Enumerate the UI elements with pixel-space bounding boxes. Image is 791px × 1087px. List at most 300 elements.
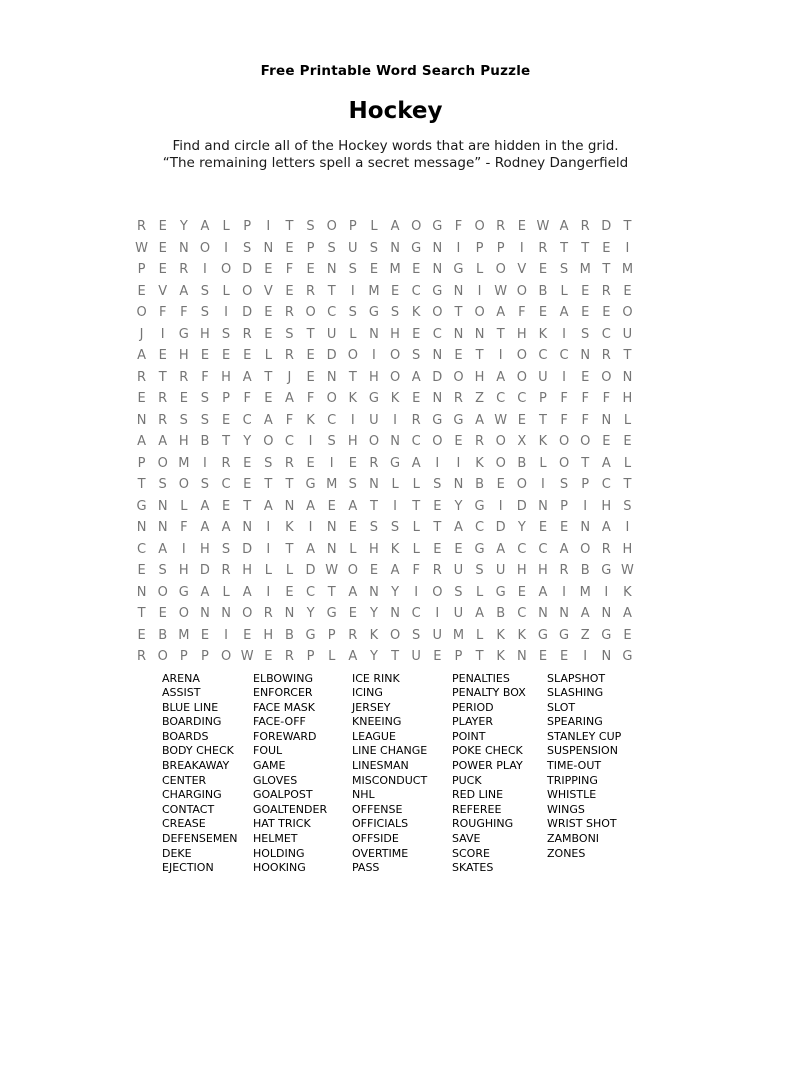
grid-letter: I (625, 240, 630, 256)
grid-row (131, 603, 638, 625)
grid-letter: L (349, 541, 357, 557)
grid-letter: E (602, 434, 611, 449)
grid-row (131, 302, 638, 324)
grid-letter: L (412, 541, 420, 557)
grid-letter: I (498, 498, 503, 514)
grid-letter: R (221, 563, 231, 578)
grid-row (131, 560, 638, 582)
grid-letter: K (496, 649, 505, 664)
grid-letter: A (158, 434, 168, 449)
grid-letter: M (579, 262, 591, 277)
grid-letter: T (475, 348, 484, 363)
grid-letter: A (263, 498, 273, 514)
grid-letter: N (284, 606, 295, 621)
grid-letter: R (559, 563, 569, 578)
grid-letter: C (221, 477, 231, 492)
grid-letter: U (369, 412, 379, 428)
grid-letter: T (581, 240, 590, 256)
grid-letter: D (601, 219, 612, 234)
grid-letter: I (477, 283, 482, 299)
grid-letter: E (306, 348, 315, 363)
grid-letter: K (390, 391, 400, 406)
grid-letter: E (454, 541, 463, 557)
grid-letter: O (305, 305, 316, 320)
site-title: Free Printable Word Search Puzzle (260, 63, 531, 79)
grid-letter: P (496, 240, 505, 256)
grid-letter: I (583, 649, 588, 664)
grid-letter: F (602, 391, 611, 406)
puzzle-title: Hockey (348, 98, 443, 124)
grid-letter: I (266, 541, 271, 557)
grid-letter: G (368, 305, 379, 320)
word-item: CONTACT (162, 802, 215, 816)
grid-row (131, 410, 638, 432)
grid-letter: T (623, 477, 632, 492)
grid-letter: L (623, 412, 632, 428)
word-item: RED LINE (452, 788, 504, 802)
grid-letter: R (221, 455, 231, 471)
grid-letter: L (222, 584, 230, 600)
grid-letter: A (242, 584, 252, 600)
grid-letter: A (242, 369, 252, 385)
grid-row (131, 259, 638, 281)
grid-letter: M (621, 262, 634, 277)
grid-letter: N (559, 606, 569, 621)
grid-letter: E (412, 262, 421, 277)
grid-letter: B (496, 606, 506, 621)
grid-letter: S (412, 348, 421, 363)
grid-letter: E (412, 391, 421, 406)
grid-letter: S (264, 455, 273, 471)
instructions-line2: “The remaining letters spell a secret message” - Rodney Dangerfield (162, 154, 629, 171)
grid-letter: R (601, 348, 611, 363)
grid-letter: E (137, 563, 146, 578)
grid-letter: E (264, 262, 273, 277)
grid-letter: R (432, 563, 442, 578)
grid-letter: I (456, 455, 461, 471)
word-item: FACE MASK (253, 700, 315, 714)
word-item: OFFICIALS (352, 817, 409, 831)
grid-letter: U (326, 326, 337, 342)
grid-letter: E (137, 391, 146, 406)
grid-letter: S (158, 563, 167, 578)
word-item: OFFSIDE (352, 832, 399, 846)
grid-letter: W (536, 219, 550, 234)
grid-letter: E (433, 541, 442, 557)
grid-letter: K (285, 520, 294, 535)
grid-letter: N (453, 326, 464, 342)
letter-grid (131, 216, 638, 668)
grid-letter: U (348, 240, 358, 256)
grid-letter: E (517, 412, 526, 428)
grid-letter: E (454, 434, 463, 449)
grid-letter: A (306, 498, 316, 514)
word-item: MISCONDUCT (352, 773, 428, 787)
grid-letter: V (158, 283, 168, 299)
grid-letter: B (517, 455, 527, 471)
grid-letter: A (411, 369, 421, 385)
grid-letter: H (263, 627, 274, 643)
grid-letter: T (327, 584, 336, 600)
grid-letter: S (454, 584, 463, 600)
grid-letter: L (285, 563, 294, 578)
grid-letter: R (284, 305, 294, 320)
word-item: HAT TRICK (253, 817, 311, 831)
grid-letter: O (178, 477, 189, 492)
grid-letter: I (160, 326, 165, 342)
grid-letter: U (453, 563, 464, 578)
grid-letter: O (516, 369, 527, 385)
grid-letter: W (325, 563, 339, 578)
grid-letter: E (538, 520, 548, 535)
grid-letter: G (326, 606, 337, 621)
grid-letter: I (393, 412, 397, 428)
grid-letter: H (390, 326, 400, 342)
grid-letter: E (264, 326, 273, 342)
grid-letter: H (347, 434, 358, 449)
word-item: CHARGING (162, 788, 222, 802)
grid-letter: N (136, 584, 147, 600)
grid-letter: H (538, 563, 548, 578)
grid-letter: N (369, 584, 379, 600)
grid-letter: S (243, 240, 252, 256)
grid-row (131, 388, 638, 410)
grid-letter: G (178, 326, 189, 342)
grid-letter: C (517, 391, 527, 406)
grid-letter: T (412, 498, 421, 514)
grid-letter: S (327, 434, 336, 449)
grid-letter: E (243, 348, 252, 363)
grid-letter: O (368, 434, 380, 449)
grid-letter: R (411, 412, 421, 428)
word-item: CENTER (162, 773, 207, 787)
grid-row (131, 324, 638, 346)
grid-letter: E (327, 498, 336, 514)
grid-letter: A (158, 541, 168, 557)
grid-letter: T (285, 477, 294, 492)
grid-letter: R (348, 627, 358, 643)
word-item: SLAPSHOT (547, 671, 606, 685)
grid-letter: H (221, 369, 231, 385)
grid-letter: N (263, 240, 274, 256)
grid-letter: C (538, 541, 548, 557)
grid-letter: L (391, 477, 399, 492)
grid-letter: R (179, 369, 189, 385)
grid-letter: N (453, 283, 464, 299)
grid-letter: M (178, 455, 190, 471)
grid-row (131, 517, 638, 539)
grid-letter: F (454, 219, 463, 234)
grid-letter: T (264, 369, 273, 385)
grid-letter: G (390, 455, 401, 471)
grid-letter: L (539, 455, 547, 471)
grid-letter: T (391, 649, 400, 664)
word-item: PASS (352, 861, 380, 875)
grid-letter: T (137, 606, 146, 621)
grid-letter: I (350, 412, 355, 428)
word-list-column (162, 672, 253, 876)
word-item: BREAKAWAY (162, 759, 230, 773)
grid-letter: T (623, 219, 632, 234)
grid-letter: P (201, 649, 209, 664)
grid-row (131, 582, 638, 604)
grid-letter: R (284, 455, 294, 471)
word-item: BOARDING (162, 715, 222, 729)
grid-letter: E (243, 455, 252, 471)
grid-letter: A (306, 541, 316, 557)
word-item: BODY CHECK (162, 744, 234, 758)
grid-letter: N (326, 520, 337, 535)
grid-row (131, 625, 638, 647)
word-item: SKATES (452, 861, 494, 875)
grid-letter: R (179, 262, 189, 277)
grid-letter: E (517, 219, 526, 234)
word-item: PUCK (452, 773, 482, 787)
grid-letter: S (390, 305, 400, 320)
grid-letter: I (414, 584, 419, 600)
grid-letter: O (347, 348, 358, 363)
grid-letter: I (519, 240, 524, 256)
grid-letter: E (306, 369, 315, 385)
grid-letter: A (411, 455, 421, 471)
grid-letter: E (306, 262, 315, 277)
grid-letter: C (284, 434, 294, 449)
grid-letter: O (389, 369, 401, 385)
grid-letter: P (137, 262, 146, 277)
grid-letter: D (495, 520, 506, 535)
grid-letter: E (581, 369, 590, 385)
word-item: LINE CHANGE (352, 744, 428, 758)
word-item: NHL (352, 788, 375, 802)
grid-letter: I (583, 498, 588, 514)
grid-letter: I (625, 520, 630, 535)
grid-letter: E (221, 498, 231, 514)
grid-letter: I (329, 455, 334, 471)
grid-letter: L (222, 219, 230, 234)
grid-letter: F (518, 305, 526, 320)
grid-letter: S (285, 326, 294, 342)
grid-letter: O (220, 262, 232, 277)
grid-letter: Z (580, 627, 590, 643)
grid-letter: R (284, 649, 294, 664)
grid-letter: B (200, 434, 210, 449)
grid-letter: H (242, 563, 253, 578)
grid-letter: N (601, 412, 612, 428)
grid-letter: O (495, 434, 506, 449)
word-item: GAME (253, 759, 286, 773)
grid-letter: N (157, 520, 168, 535)
grid-letter: P (454, 649, 463, 664)
grid-letter: S (369, 520, 379, 535)
grid-letter: R (158, 412, 168, 428)
grid-letter: D (432, 369, 443, 385)
grid-letter: F (285, 262, 294, 277)
grid-letter: R (538, 240, 548, 256)
word-item: ICE RINK (352, 671, 400, 685)
grid-row (131, 367, 638, 389)
grid-letter: C (432, 326, 442, 342)
grid-row (131, 431, 638, 453)
grid-row (131, 646, 638, 668)
grid-letter: I (203, 262, 207, 277)
grid-letter: H (178, 348, 189, 363)
grid-letter: I (562, 369, 566, 385)
grid-letter: T (602, 262, 611, 277)
word-item: POWER PLAY (452, 759, 523, 773)
word-item: PENALTY BOX (452, 686, 526, 700)
grid-row (131, 539, 638, 561)
grid-letter: O (432, 584, 443, 600)
grid-letter: S (559, 477, 569, 492)
grid-letter: K (369, 627, 379, 643)
grid-letter: Z (475, 391, 485, 406)
grid-letter: A (496, 541, 506, 557)
grid-row (131, 474, 638, 496)
grid-letter: E (306, 455, 315, 471)
word-item: DEKE (162, 846, 192, 860)
grid-letter: F (180, 520, 188, 535)
grid-letter: I (604, 584, 609, 600)
grid-letter: E (623, 627, 632, 643)
grid-letter: I (456, 240, 461, 256)
grid-letter: A (601, 455, 611, 471)
grid-letter: U (538, 369, 548, 385)
grid-letter: O (601, 369, 612, 385)
grid-letter: C (475, 520, 485, 535)
word-item: ARENA (162, 671, 200, 685)
grid-letter: H (516, 326, 527, 342)
grid-letter: D (242, 262, 253, 277)
grid-letter: P (539, 391, 547, 406)
grid-letter: T (264, 477, 273, 492)
grid-letter: C (559, 348, 569, 363)
grid-letter: D (199, 563, 210, 578)
grid-letter: W (494, 283, 508, 299)
grid-letter: A (284, 391, 294, 406)
grid-letter: S (433, 477, 442, 492)
word-item: HOOKING (253, 861, 306, 875)
grid-letter: N (601, 649, 612, 664)
grid-row (131, 281, 638, 303)
grid-letter: O (178, 606, 189, 621)
grid-letter: E (496, 477, 505, 492)
grid-letter: L (560, 283, 568, 299)
grid-letter: T (581, 455, 590, 471)
word-item: POINT (452, 729, 486, 743)
grid-letter: I (562, 326, 566, 342)
grid-letter: A (559, 305, 569, 320)
grid-letter: S (369, 240, 379, 256)
grid-letter: A (263, 412, 273, 428)
word-item: CREASE (162, 817, 206, 831)
grid-letter: O (495, 455, 506, 471)
word-item: SAVE (452, 832, 481, 846)
grid-letter: I (266, 520, 271, 535)
grid-letter: D (326, 348, 337, 363)
grid-letter: R (263, 606, 273, 621)
grid-letter: D (242, 305, 253, 320)
grid-letter: J (287, 369, 292, 385)
grid-letter: Y (243, 434, 252, 449)
grid-letter: H (516, 563, 527, 578)
grid-letter: L (412, 520, 420, 535)
grid-letter: Y (454, 498, 463, 514)
grid-letter: G (495, 584, 506, 600)
grid-letter: O (474, 219, 485, 234)
grid-letter: F (560, 412, 568, 428)
grid-letter: U (622, 326, 633, 342)
grid-letter: S (200, 283, 210, 299)
grid-letter: N (242, 520, 253, 535)
grid-letter: K (348, 391, 358, 406)
grid-letter: O (580, 434, 591, 449)
grid-letter: O (199, 240, 211, 256)
grid-letter: C (411, 283, 421, 299)
grid-letter: A (390, 563, 400, 578)
grid-letter: N (390, 606, 400, 621)
grid-letter: E (602, 240, 611, 256)
grid-letter: H (474, 369, 485, 385)
word-item: ZONES (547, 846, 586, 860)
grid-letter: J (139, 326, 144, 342)
grid-letter: M (389, 262, 401, 277)
grid-letter: N (432, 240, 443, 256)
grid-letter: R (369, 455, 379, 471)
grid-letter: T (327, 283, 336, 299)
grid-letter: F (581, 391, 589, 406)
grid-letter: O (453, 369, 464, 385)
grid-row (131, 238, 638, 260)
grid-letter: O (622, 305, 633, 320)
word-item: PERIOD (452, 700, 494, 714)
grid-letter: N (453, 477, 464, 492)
word-list-column (352, 672, 452, 876)
grid-letter: N (157, 498, 168, 514)
grid-letter: E (517, 584, 526, 600)
grid-letter: E (348, 455, 357, 471)
grid-letter: R (306, 283, 316, 299)
grid-letter: T (623, 348, 632, 363)
grid-letter: A (137, 348, 147, 363)
grid-letter: C (242, 412, 252, 428)
grid-letter: E (158, 219, 167, 234)
word-list-column (452, 672, 547, 876)
grid-row (131, 496, 638, 518)
word-item: KNEEING (352, 715, 402, 729)
grid-letter: O (432, 434, 443, 449)
grid-letter: C (411, 606, 421, 621)
grid-letter: Y (391, 584, 400, 600)
word-item: FOUL (253, 744, 283, 758)
grid-letter: P (327, 627, 336, 643)
grid-letter: B (284, 627, 294, 643)
grid-letter: G (601, 627, 612, 643)
grid-letter: E (454, 348, 463, 363)
grid-letter: E (559, 520, 569, 535)
grid-letter: L (328, 649, 336, 664)
grid-letter: S (412, 627, 421, 643)
grid-letter: H (178, 563, 189, 578)
grid-letter: F (158, 305, 167, 320)
grid-letter: S (200, 391, 210, 406)
word-item: LEAGUE (352, 729, 396, 743)
grid-letter: P (243, 219, 252, 234)
grid-letter: M (452, 627, 465, 643)
grid-letter: C (517, 606, 527, 621)
grid-letter: G (453, 262, 464, 277)
grid-letter: F (285, 412, 294, 428)
grid-letter: E (221, 412, 231, 428)
